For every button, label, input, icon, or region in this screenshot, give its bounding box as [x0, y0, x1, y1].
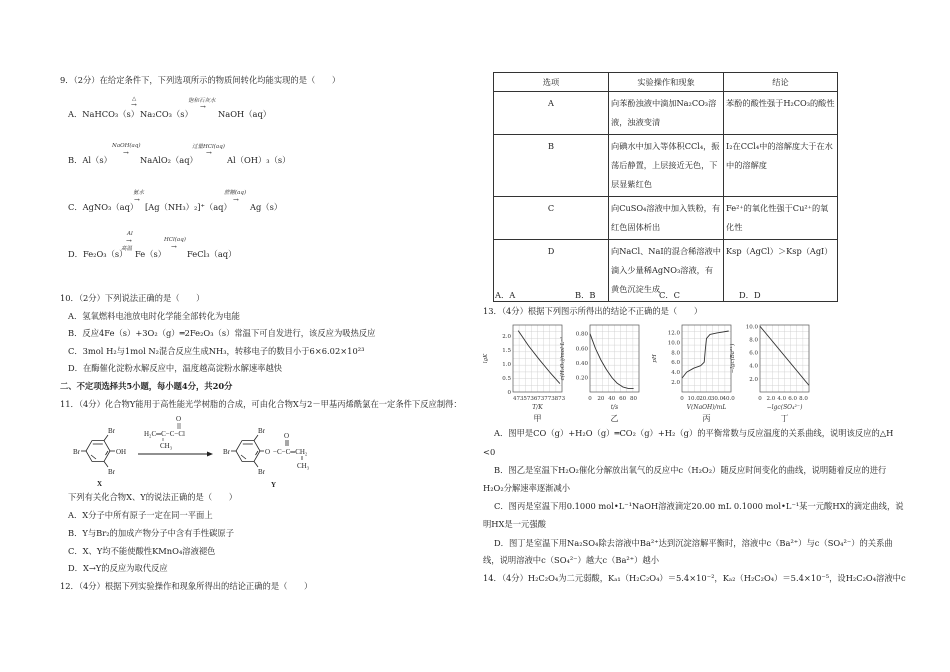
header-operation: 实验操作和现象	[609, 73, 724, 92]
y-chain: −C−C═CH₂	[273, 448, 308, 456]
q13-option-b-line2: H₂O₂分解速率逐渐减小	[483, 483, 571, 493]
q11-option-d: D．X→Y的反应为取代反应	[68, 563, 168, 573]
q13-option-d-line2: 线，说明溶液中c（SO₄²⁻）越大c（Ba²⁺）越小	[483, 555, 660, 565]
q9-c-end: Ag（s）	[250, 202, 283, 212]
q10-option-d: D．在酶催化淀粉水解反应中，温度越高淀粉水解速率越快	[68, 363, 283, 373]
q9-c-mid: [Ag（NH₃）₂]⁺（aq）	[145, 202, 232, 212]
q14-stem: 14．（4分）H₂C₂O₄为二元弱酸，Kₐ₁（H₂C₂O₄）＝5.4×10⁻²，Kₐ₂（H₂C₂O₄）＝5.4×10⁻⁵，设H₂C₂O₄溶液中c	[483, 573, 906, 583]
cell-option: D	[494, 240, 609, 302]
y-tick-label: 0.40	[575, 360, 588, 367]
q9-a-mid: Na₂CO₃（s）	[140, 109, 193, 119]
x-tick-label: 0	[758, 396, 762, 402]
y-tick-label: 0.60	[575, 346, 588, 353]
y-tick-label: 2.0	[502, 334, 511, 341]
x-tick-label: 673	[533, 396, 545, 402]
cell-operation: 向碘水中加入等体积CCl₄，振荡后静置，上层接近无色，下层显紫红色	[609, 135, 724, 197]
x-oh: OH	[116, 448, 127, 456]
x-axis-label: −lgc(SO₄²⁻)	[766, 404, 803, 411]
q13-option-a-line2: <0	[483, 447, 496, 457]
q12-stem: 12．（4分）根据下列实验操作和现象所得出的结论正确的是（ ）	[60, 581, 313, 591]
q9-d-condition2: HCl(aq)	[164, 237, 186, 243]
header-option: 选项	[494, 73, 609, 92]
q13-option-c-line1: C．图丙是室温下用0.1000 mol•L⁻¹NaOH溶液滴定20.00 mL 0.1000 mol•L⁻¹某一元酸HX的滴定曲线，说	[494, 501, 904, 511]
compound-x-structure	[81, 435, 115, 467]
figure-name: 丁	[780, 414, 789, 423]
q12-answer-a: A．A	[495, 290, 516, 300]
y-axis-label: c(H₂O₂)/mol·L⁻¹	[560, 336, 566, 381]
q9-d-condition1-below: 高温	[121, 246, 133, 252]
x-tick-label: 30.0	[710, 396, 724, 402]
q9-stem: 9．（2分）在给定条件下，下列选项所示的物质间转化均能实现的是（ ）	[60, 75, 341, 85]
cell-operation: 向苯酚浊液中滴加Na₂CO₃溶液，浊液变清	[609, 92, 724, 135]
y-br-left: Br	[223, 448, 230, 456]
y-tick-label: 10.0	[745, 324, 758, 331]
cell-operation: 向NaCl、NaI的混合稀溶液中滴入少量稀AgNO₃溶液，有黄色沉淀生成	[609, 240, 724, 302]
x-axis-label: t/s	[610, 404, 619, 411]
x-tick-label: 10.0	[687, 396, 700, 402]
data-curve	[682, 331, 729, 378]
y-tick-label: 0.20	[575, 375, 588, 382]
table-row	[494, 135, 838, 197]
x-br-top: Br	[108, 427, 115, 435]
x-tick-label: 573	[523, 396, 534, 402]
q9-d-end: FeCl₃（aq）	[187, 249, 237, 259]
y-tick-label: 0.5	[502, 376, 511, 383]
x-axis-label: V(NaOH)/mL	[686, 404, 727, 411]
header-conclusion: 结论	[724, 73, 838, 92]
y-tick-label: 6.0	[749, 350, 758, 357]
q9-a-condition2: 饱和石灰水	[188, 98, 216, 104]
x-tick-label: 40.0	[722, 396, 735, 402]
q10-option-b: B．反应4Fe（s）+3O₂（g）═2Fe₂O₃（s）常温下可自发进行，该反应为吸热反应	[68, 328, 376, 338]
q9-c-condition1: 氨水	[133, 190, 145, 196]
table-row	[494, 92, 838, 135]
q13-stem: 13．（4分）根据下列图示所得出的结论不正确的是（ ）	[483, 306, 703, 316]
x-tick-label: 4.0	[777, 396, 787, 402]
table-header-row	[494, 73, 838, 92]
q9-b-end: Al（OH）₃（s）	[227, 155, 291, 165]
cell-conclusion: Fe²⁺的氧化性强于Cu²⁺的氧化性	[724, 197, 838, 240]
q11-stem: 11．（4分）化合物Y能用于高性能光学树脂的合成，可由化合物X与2－甲基丙烯酰氯在一定条件下反应制得：	[60, 399, 462, 409]
y-tick-label: 2.0	[749, 376, 758, 383]
reaction-scheme	[55, 410, 355, 490]
y-axis-label: −lgc(Ba²⁺)	[730, 343, 736, 374]
arrow-icon: →	[206, 149, 212, 157]
table-row	[494, 197, 838, 240]
q9-c-condition2: 蔗糖(aq)	[224, 190, 247, 196]
y-tick-label: 4.0	[749, 363, 758, 370]
figure-ding	[727, 320, 852, 425]
y-carbonyl-o: O	[284, 432, 290, 440]
x-tick-label: 0	[680, 396, 684, 402]
q9-a-end: NaOH（aq）	[218, 109, 272, 119]
q10-option-c: C．3mol H₂与1mol N₂混合反应生成NH₃，转移电子的数目小于6×6.02×10²³	[68, 346, 365, 356]
y-ch3: CH₃	[297, 462, 310, 470]
q13-option-c-line2: 明HX是一元强酸	[483, 519, 546, 529]
q13-option-d-line1: D．图丁是室温下用Na₂SO₄除去溶液中Ba²⁺达到沉淀溶解平衡时，溶液中c（Ba²⁺）与c（SO₄²⁻）的关系曲	[494, 538, 893, 548]
q9-a-condition1: △	[132, 96, 137, 102]
y-tick-label: 6.0	[671, 360, 680, 367]
q12-table	[493, 72, 838, 302]
arrow-icon: →	[131, 101, 137, 109]
q13-option-a-line1: A．图甲是CO（g）+H₂O（g）═CO₂（g）+H₂（g）的平衡常数与反应温度的关系曲线，说明该反应的△H	[494, 428, 894, 438]
compound-y-label: Y	[271, 481, 277, 489]
arrow-icon: →	[134, 196, 140, 204]
arrow-icon: →	[233, 196, 239, 204]
arrow-icon: →	[171, 243, 177, 251]
q12-answer-b: B．B	[575, 290, 596, 300]
x-tick-label: 80	[630, 396, 638, 402]
x-tick-label: 20.0	[699, 396, 712, 402]
q10-stem: 10．（2分）下列说法正确的是（ ）	[60, 293, 205, 303]
q9-d-condition1: Al	[127, 231, 133, 237]
y-tick-label: 2.0	[671, 380, 680, 387]
reagent-ch3: CH₃	[160, 442, 173, 450]
section-heading: 二、不定项选择共5小题，每小题4分，共20分	[60, 381, 233, 391]
figure-name: 甲	[533, 414, 542, 423]
y-tick-label: 1.0	[502, 362, 511, 369]
q11-option-b: B．Y与Br₂的加成产物分子中含有手性碳原子	[68, 528, 235, 538]
cell-operation: 向CuSO₄溶液中加入铁粉，有红色固体析出	[609, 197, 724, 240]
q9-d-start: D．Fe₂O₃（s）	[68, 249, 128, 259]
data-curve	[590, 334, 634, 389]
cell-conclusion: I₂在CCl₄中的溶解度大于在水中的溶解度	[724, 135, 838, 197]
x-tick-label: 60	[619, 396, 627, 402]
q11-question: 下列有关化合物X、Y的说法正确的是（ ）	[68, 492, 238, 502]
x-tick-label: 20	[597, 396, 605, 402]
y-tick-label: 12.0	[667, 330, 680, 337]
y-tick-label: 1.5	[502, 348, 511, 355]
q9-b-condition2: 过量HCl(aq)	[192, 144, 225, 150]
y-tick-label: 8.0	[671, 350, 680, 357]
q9-d-mid: Fe（s）	[135, 249, 167, 259]
arrow-icon: →	[126, 237, 132, 245]
q9-b-mid: NaAlO₂（aq）	[140, 155, 198, 165]
x-tick-label: 0	[588, 396, 592, 402]
reagent-formula: H₂C═C−C−Cl	[144, 430, 185, 438]
x-tick-label: 8.0	[799, 396, 808, 402]
q10-option-a: A．氢氧燃料电池放电时化学能全部转化为电能	[68, 311, 240, 321]
x-tick-label: 2.0	[766, 396, 776, 402]
x-tick-label: 473	[512, 396, 524, 402]
x-br-bottom: Br	[108, 468, 115, 476]
x-tick-label: 873	[554, 396, 566, 402]
q9-a-start: A．NaHCO₃（s）	[68, 109, 140, 119]
q11-option-c: C．X、Y均不能使酸性KMnO₄溶液褪色	[68, 546, 216, 556]
cell-conclusion: Ksp（AgCl）＞Ksp（AgI）	[724, 240, 838, 302]
x-tick-label: 40	[608, 396, 616, 402]
y-axis-label: pH	[652, 354, 658, 363]
y-tick-label: 10.0	[667, 340, 680, 347]
x-tick-label: 6.0	[788, 396, 798, 402]
q12-answer-d: D．D	[739, 290, 761, 300]
y-br-top: Br	[258, 427, 265, 435]
x-tick-label: 773	[544, 396, 555, 402]
x-br-left: Br	[73, 448, 80, 456]
y-axis-label: lgK	[483, 353, 489, 364]
q12-answer-c: C．C	[659, 290, 680, 300]
q11-option-a: A．X分子中所有原子一定在同一平面上	[68, 510, 213, 520]
y-br-bottom: Br	[258, 468, 265, 476]
x-axis-label: T/K	[532, 404, 543, 411]
arrow-icon: →	[123, 149, 129, 157]
q9-c-start: C．AgNO₃（aq）	[68, 202, 139, 212]
y-tick-label: 8.0	[749, 337, 758, 344]
y-tick-label: 0	[507, 390, 511, 396]
arrow-icon: →	[200, 103, 206, 111]
q9-b-start: B．Al（s）	[68, 155, 112, 165]
cell-option: B	[494, 135, 609, 197]
y-ester-o: O	[265, 448, 271, 456]
reagent-o: O	[176, 415, 182, 423]
q13-option-b-line1: B．图乙是室温下H₂O₂催化分解放出氧气的反应中c（H₂O₂）随反应时间变化的曲线，说明随着反应的进行	[494, 465, 887, 475]
compound-x-label: X	[97, 480, 103, 488]
chart-svg	[727, 320, 852, 425]
cell-option: C	[494, 197, 609, 240]
y-tick-label: 0.80	[575, 331, 588, 338]
y-tick-label: 4.0	[671, 370, 680, 377]
reaction-arrow-icon	[138, 452, 213, 457]
figure-name: 丙	[702, 414, 711, 423]
figure-name: 乙	[610, 414, 619, 423]
cell-conclusion: 苯酚的酸性强于H₂CO₃的酸性	[724, 92, 838, 135]
cell-option: A	[494, 92, 609, 135]
q9-b-condition1: NaOH(aq)	[112, 143, 141, 149]
